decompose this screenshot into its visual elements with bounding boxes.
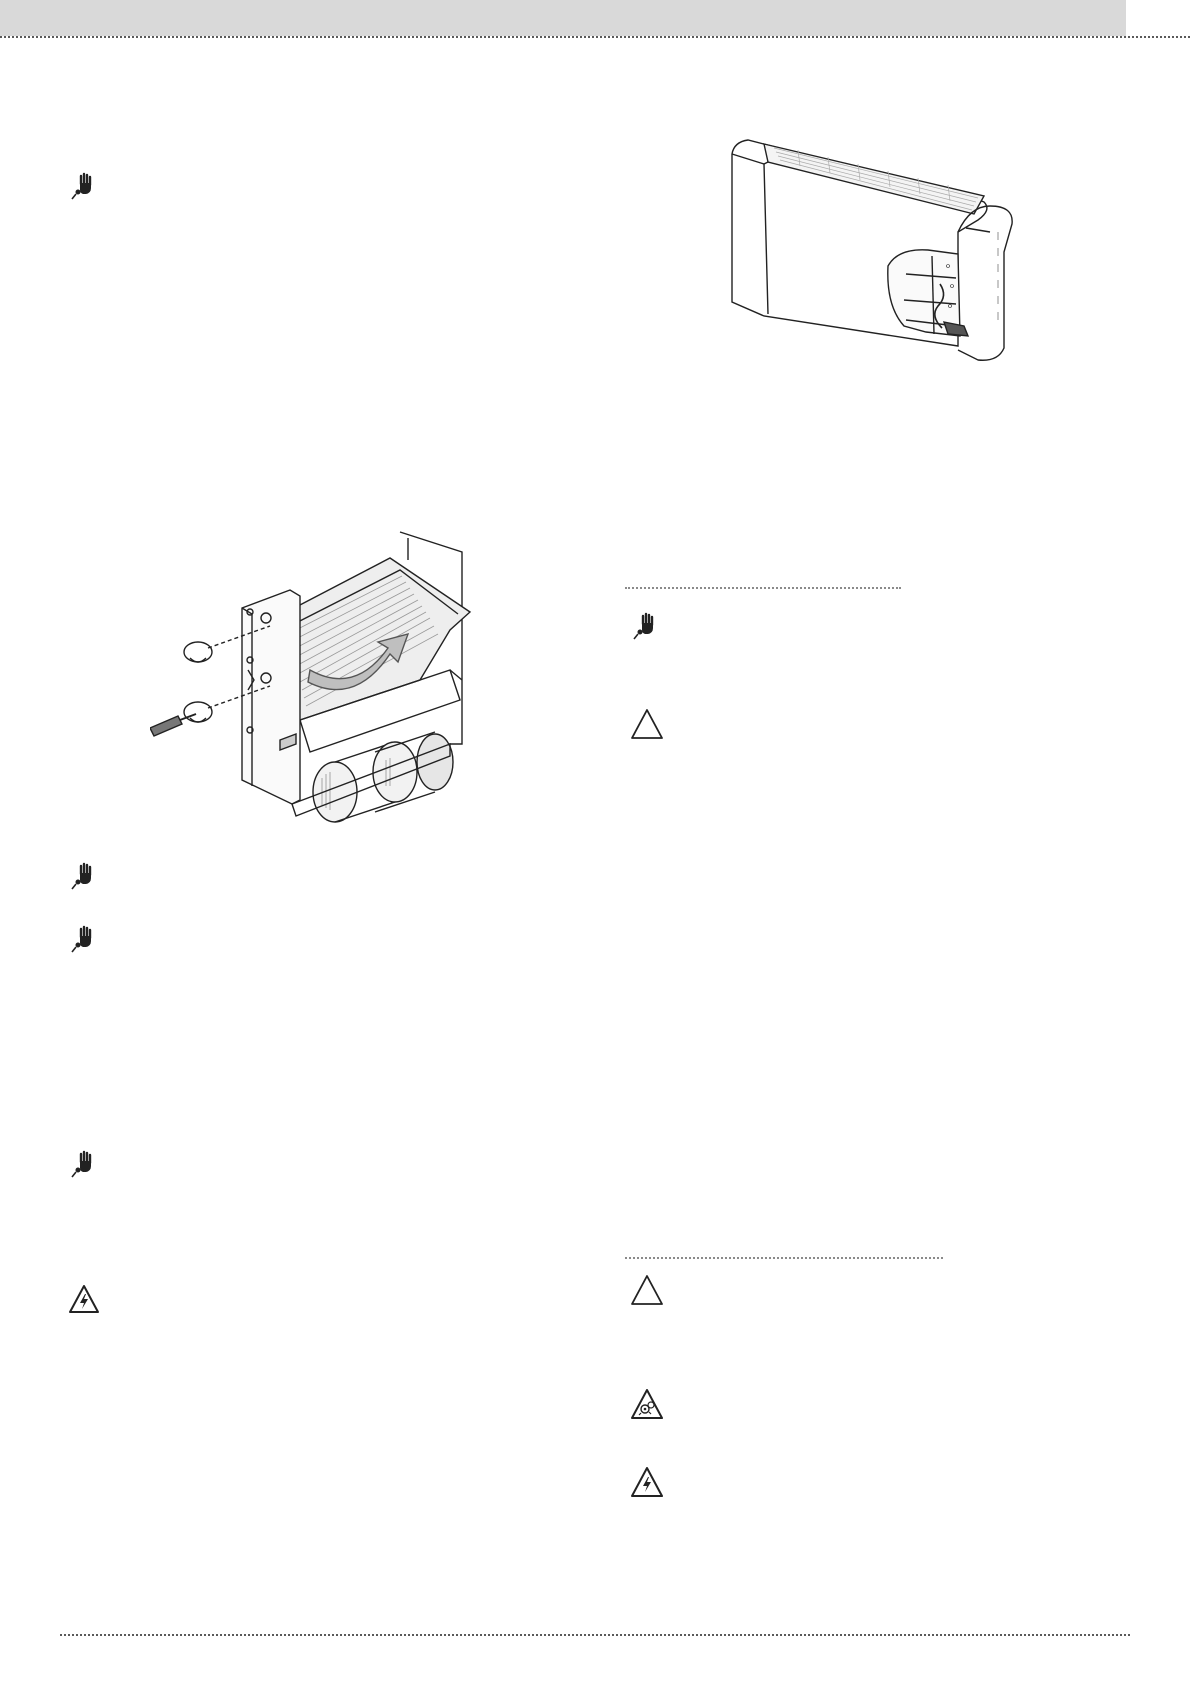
header-dotted-rule	[0, 36, 1190, 38]
fan-coil-unit-illustration	[728, 136, 1028, 373]
section-divider	[625, 587, 901, 589]
hand-stop-icon	[70, 1150, 94, 1183]
footer-dotted-rule	[60, 1634, 1130, 1636]
hand-stop-icon	[70, 925, 94, 958]
moving-parts-hazard-icon	[630, 1388, 664, 1425]
header-band	[0, 0, 1126, 36]
coil-rotation-illustration	[150, 530, 480, 835]
hand-stop-icon	[70, 862, 94, 895]
hand-stop-icon	[632, 612, 656, 645]
electric-hazard-icon	[68, 1284, 100, 1319]
hand-stop-icon	[70, 172, 94, 205]
warning-icon	[630, 708, 664, 745]
section-divider	[625, 1257, 943, 1259]
warning-icon	[630, 1274, 664, 1311]
electric-hazard-icon	[630, 1466, 664, 1503]
